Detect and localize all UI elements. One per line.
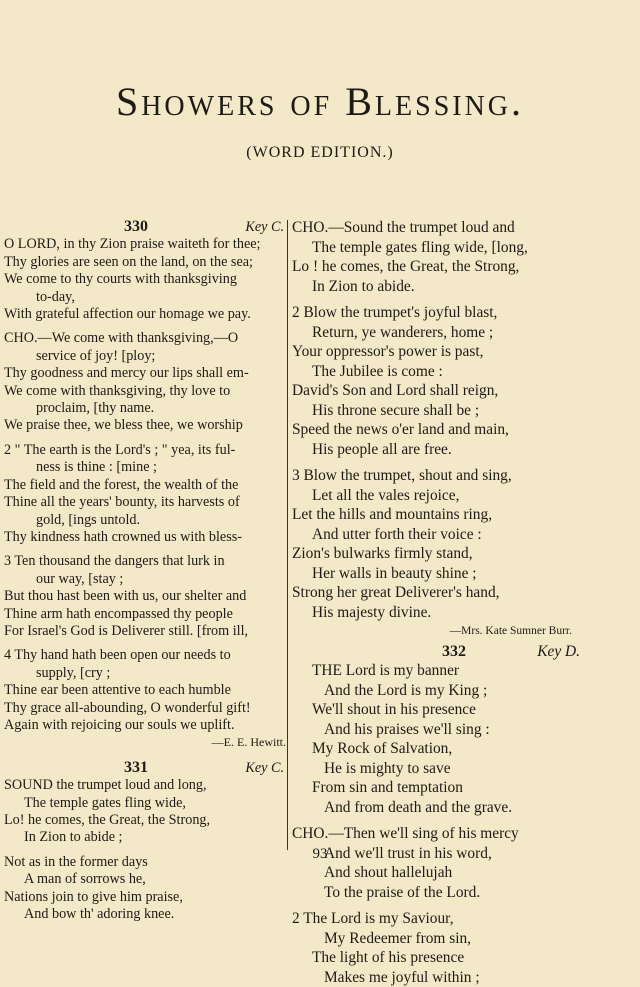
lyric-line: Nations join to give him praise, [4,889,286,906]
lyric-line: He is mighty to save [292,759,582,779]
page-number: 93 [0,846,640,863]
hymn-331-header [4,759,286,777]
lyric-line: SOUND the trumpet loud and long, [4,777,286,794]
hymn-number: 330 [124,218,148,235]
lyric-line: And shout hallelujah [292,863,582,883]
lyric-line: The temple gates fling wide, [4,795,286,812]
lyric-line: And his praises we'll sing : [292,720,582,740]
lyric-line: And utter forth their voice : [292,525,582,545]
lyric-line: The temple gates fling wide, [long, [292,238,582,258]
lyric-line: We come to thy courts with thanksgiving [4,271,286,288]
lyric-line: Again with rejoicing our souls we uplift. [4,717,286,734]
right-column [292,218,582,987]
lyric-line: And from death and the grave. [292,798,582,818]
lyric-line: The field and the forest, the wealth of the [4,477,286,494]
lyric-line: My Redeemer from sin, [292,929,582,949]
lyric-line: And the Lord is my King ; [292,681,582,701]
lyric-line: Lo! he comes, the Great, the Strong, [4,812,286,829]
lyric-line: We come with thanksgiving, thy love to [4,383,286,400]
lyric-line: For Israel's God is Deliverer still. [from ill, [4,623,286,640]
lyric-line: And we'll trust in his word, [292,844,582,864]
lyric-line: Not as in the former days [4,854,286,871]
lyric-line: Thy glories are seen on the land, on the sea; [4,254,286,271]
lyric-line: Return, ye wanderers, home ; [292,323,582,343]
lyric-line: Thine arm hath encompassed thy people [4,606,286,623]
lyric-line: Lo ! he comes, the Great, the Strong, [292,257,582,277]
lyric-line: Thy goodness and mercy our lips shall em- [4,365,286,382]
lyric-line: 4 Thy hand hath been open our needs to [4,647,286,664]
lyric-line: gold, [ings untold. [4,512,286,529]
page-title: Showers of Blessing. [0,78,640,125]
lyric-line: CHO.—Then we'll sing of his mercy [292,824,582,844]
hymn-key: Key C. [245,219,284,236]
lyric-line: Speed the news o'er land and main, [292,420,582,440]
lyric-line: With grateful affection our homage we pay. [4,306,286,323]
lyric-line: Let all the vales rejoice, [292,486,582,506]
lyric-line: But thou hast been with us, our shelter and [4,588,286,605]
lyric-line: Zion's bulwarks firmly stand, [292,544,582,564]
lyric-line: We praise thee, we bless thee, we worship [4,417,286,434]
lyric-line: 3 Ten thousand the dangers that lurk in [4,553,286,570]
left-column [4,218,286,923]
lyric-line: CHO.—We come with thanksgiving,—O [4,330,286,347]
lyric-line: THE Lord is my banner [292,661,582,681]
lyric-line: supply, [cry ; [4,665,286,682]
lyric-line: 2 " The earth is the Lord's ; " yea, its ful- [4,442,286,459]
hymn-key: Key D. [537,642,580,662]
hymn-331-continued [292,218,582,622]
lyric-line: Strong her great Deliverer's hand, [292,583,582,603]
lyric-line: His people all are free. [292,440,582,460]
lyric-line: In Zion to abide ; [4,829,286,846]
lyric-line: CHO.—Sound the trumpet loud and [292,218,582,238]
hymn-331-attribution: —Mrs. Kate Sumner Burr. [292,622,572,642]
lyric-line: Thy kindness hath crowned us with bless- [4,529,286,546]
hymn-332-header [292,642,582,662]
hymn-330-attribution: —E. E. Hewitt. [4,734,286,751]
lyric-line: And bow th' adoring knee. [4,906,286,923]
lyric-line: Her walls in beauty shine ; [292,564,582,584]
lyric-line: From sin and temptation [292,778,582,798]
lyric-line: service of joy! [ploy; [4,348,286,365]
lyric-line: Your oppressor's power is past, [292,342,582,362]
lyric-line: A man of sorrows he, [4,871,286,888]
lyric-line: proclaim, [thy name. [4,400,286,417]
edition-subtitle: (WORD EDITION.) [0,144,640,162]
hymn-330-header [4,218,286,236]
lyric-line: O LORD, in thy Zion praise waiteth for thee; [4,236,286,253]
lyric-line: 2 The Lord is my Saviour, [292,909,582,929]
lyric-line: His majesty divine. [292,603,582,623]
lyric-line: Thy grace all-abounding, O wonderful gift! [4,700,286,717]
hymn-key: Key C. [245,760,284,777]
lyric-line: ness is thine : [mine ; [4,459,286,476]
lyric-line: The light of his presence [292,948,582,968]
hymn-332-verses [292,661,582,987]
lyric-line: In Zion to abide. [292,277,582,297]
lyric-line: The Jubilee is come : [292,362,582,382]
lyric-line: 3 Blow the trumpet, shout and sing, [292,466,582,486]
lyric-line: His throne secure shall be ; [292,401,582,421]
lyric-line: To the praise of the Lord. [292,883,582,903]
lyric-line: our way, [stay ; [4,571,286,588]
lyric-line: to-day, [4,289,286,306]
lyric-line: 2 Blow the trumpet's joyful blast, [292,303,582,323]
lyric-line: Makes me joyful within ; [292,968,582,987]
lyric-line: Thine all the years' bounty, its harvests of [4,494,286,511]
hymn-number: 331 [124,759,148,776]
lyric-line: Let the hills and mountains ring, [292,505,582,525]
lyric-line: Thine ear been attentive to each humble [4,682,286,699]
column-divider [287,220,288,850]
hymn-330-verses [4,236,286,734]
lyric-line: David's Son and Lord shall reign, [292,381,582,401]
lyric-line: My Rock of Salvation, [292,739,582,759]
hymn-number: 332 [442,642,466,662]
lyric-line: We'll shout in his presence [292,700,582,720]
